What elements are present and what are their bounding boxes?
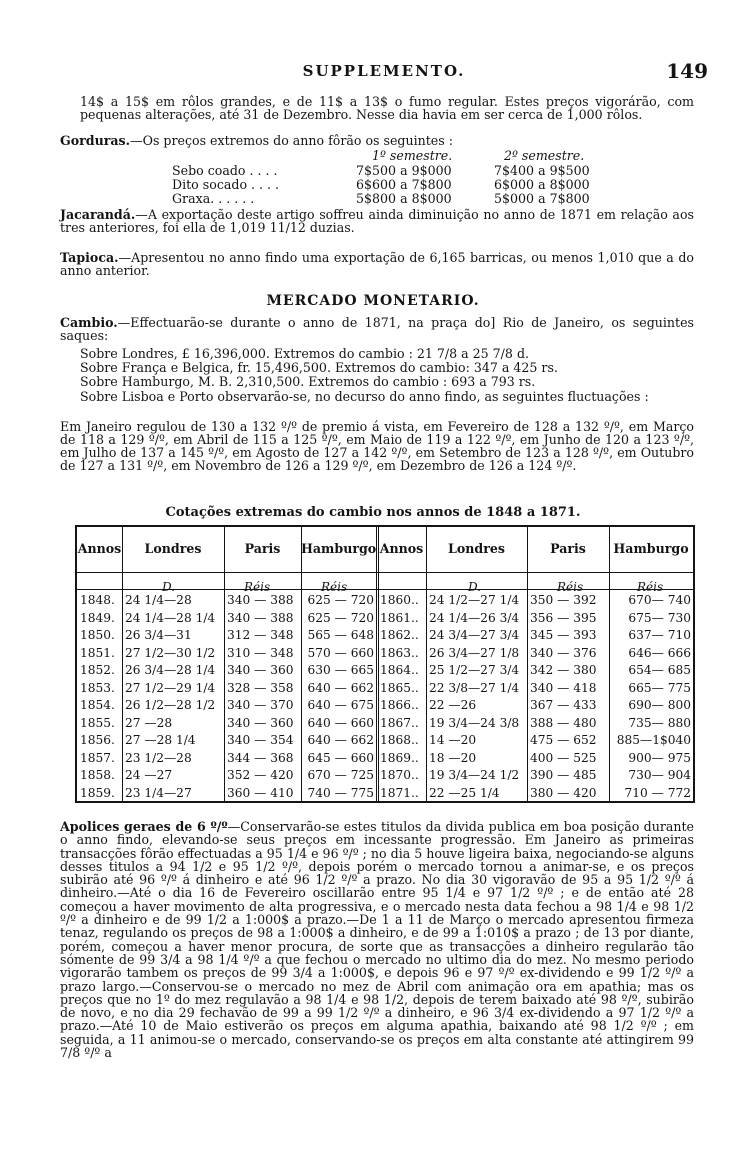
column-header: Londres [144,541,202,556]
cambio-line: Sobre Hamburgo, M. B. 2,310,500. Extremos do cambio : 693 a 793 rs. [80,374,536,389]
gorduras-s2: 5$000 a 7$800 [494,191,590,206]
tapioca-text: —Apresentou no anno findo uma exportação de 6,165 barricas, ou menos 1,010 que a do anno anterior. [60,250,694,278]
table-cell: 1860.. [380,593,419,607]
table-cell: 23 1/2—28 [125,750,192,765]
table-cell: 342 — 380 [530,663,597,677]
column-header: Paris [244,541,281,556]
table-cell: 1870.. [380,768,419,782]
cambio-table [75,525,695,803]
tapioca-label: Tapioca. [60,250,119,265]
table-cell: 25 1/2—27 3/4 [429,663,520,677]
table-cell: 1848. [80,593,115,607]
table-cell: 18 —20 [429,750,477,765]
paragraph-tapioca [60,251,694,277]
table-cell: 340 — 376 [530,645,597,660]
table-cell: 340 — 418 [530,680,597,695]
table-cell: 1863.. [380,645,419,660]
column-subheader: Réis [557,580,584,594]
column-rule [301,527,302,801]
paragraph-apolices [60,820,694,1059]
table-cell: 1857. [80,750,115,765]
table-cell: 26 1/2—28 1/2 [125,698,216,712]
table-cell: 27 1/2—30 1/2 [125,645,216,660]
table-cell: 19 3/4—24 3/8 [429,715,520,730]
table-cell: 1856. [80,733,115,747]
table-cell: 24 1/4—28 [125,593,192,607]
table-cell: 1854. [80,698,115,712]
column-subheader: Réis [244,580,271,594]
table-cell: 340 — 360 [227,663,294,677]
table-cell: 390 — 485 [530,768,597,782]
gorduras-item: Graxa. . . . . . [172,191,255,206]
table-cell: 22 —25 1/4 [429,785,500,800]
table-cell: 367 — 433 [530,698,597,712]
gorduras-s1: 7$500 a 9$000 [356,163,452,178]
column-subheader: Réis [637,580,664,594]
table-cell: 630 — 665 [307,663,374,677]
table-cell: 345 — 393 [530,628,597,642]
table-cell: 24 3/4—27 3/4 [429,628,520,642]
table-cell: 26 3/4—31 [125,628,192,642]
gorduras-text: —Os preços extremos do anno fôrão os seguintes : [130,133,453,148]
table-cell: 710 — 772 [624,785,691,800]
table-cell: 654— 685 [628,663,691,677]
paragraph-fumo: 14$ a 15$ em rôlos grandes, e de 11$ a 13$ o fumo regular. Estes preços vigorárão, com pequenas alterações, até 31 de Dezembro. Nesse dia havia em ser cerca de 1,000 rôlos. [80,94,694,122]
table-cell: 1859. [80,785,115,800]
gorduras-s1: 5$800 a 8$000 [356,191,452,206]
jacaranda-label: Jacarandá. [60,207,136,222]
table-cell: 665— 775 [628,680,691,695]
table-cell: 24 1/4—28 1/4 [125,610,216,625]
table-cell: 340 — 388 [227,593,294,607]
column-rule [609,527,610,801]
table-cell: 885—1$040 [616,733,691,747]
table-cell: 360 — 410 [227,785,294,800]
gorduras-sem1: 1º semestre. [372,148,453,163]
table-cell: 380 — 420 [530,785,597,800]
table-cell: 645 — 660 [307,750,374,765]
table-cell: 690— 800 [628,698,691,712]
table-cell: 625 — 720 [307,610,374,625]
table-cell: 356 — 395 [530,610,597,625]
table-cell: 344 — 368 [227,750,294,765]
table-cell: 1865.. [380,680,419,695]
table-cell: 640 — 660 [307,715,374,730]
column-rule [376,527,379,801]
cambio-text: —Effectuarão-se durante o anno de 1871, na praça do] Rio de Janeiro, os seguintes saques: [60,315,694,343]
page-header [60,59,708,86]
cambio-line: Sobre Londres, £ 16,396,000. Extremos do cambio : 21 7/8 a 25 7/8 d. [80,346,530,361]
table-cell: 640 — 662 [307,680,374,695]
paragraph-cambio [60,316,694,342]
cambio-label: Cambio. [60,315,118,330]
table-cell: 328 — 358 [227,680,294,695]
table-cell: 637— 710 [628,628,691,642]
table-cell: 340 — 354 [227,733,294,747]
table-cell: 24 —27 [125,768,173,782]
apolices-label: Apolices geraes de 6 º/º [60,819,228,834]
table-cell: 1850. [80,628,115,642]
cambio-line: Sobre França e Belgica, fr. 15,496,500. Extremos do cambio: 347 a 425 rs. [80,360,558,375]
jacaranda-text: —A exportação deste artigo soffreu ainda diminuição no anno de 1871 em relação aos tres anteriores, foi ella de 1,019 11/12 duzias. [60,207,694,235]
column-header: Annos [379,541,424,556]
table-cell: 1869.. [380,750,419,765]
table-cell: 26 3/4—27 1/8 [429,645,520,660]
table-cell: 1861.. [380,610,419,625]
table-cell: 27 —28 [125,715,173,730]
table-cell: 350 — 392 [530,593,597,607]
gorduras-item: Dito socado . . . . [172,177,280,192]
gorduras-sem2: 2º semestre. [504,148,585,163]
gorduras-s2: 6$000 a 8$000 [494,177,590,192]
table-cell: 27 1/2—29 1/4 [125,680,216,695]
table-cell: 570 — 660 [307,645,374,660]
column-rule [224,527,225,801]
table-cell: 352 — 420 [227,768,294,782]
table-cell: 340 — 388 [227,610,294,625]
table-cell: 730— 904 [628,768,691,782]
table-cell: 1862.. [380,628,419,642]
table-cell: 312 — 348 [227,628,294,642]
table-title: Cotações extremas do cambio nos annos de 1848 a 1871. [165,505,581,520]
table-cell: 670— 740 [628,593,691,607]
table-cell: 646— 666 [628,645,691,660]
table-cell: 740 — 775 [307,785,374,800]
table-cell: 27 —28 1/4 [125,733,196,747]
table-cell: 22 3/8—27 1/4 [429,680,520,695]
table-cell: 625 — 720 [307,593,374,607]
table-cell: 14 —20 [429,733,477,747]
paragraph-fluctuacoes: Em Janeiro regulou de 130 a 132 º/º de premio á vista, em Fevereiro de 128 a 132 º/º, em Março de 118 a 129 º/º, em Abril de 115 a 125 º/º, em Maio de 119 a 122 º/º, em Junho de 120 a 123 º/º, em Julho de 137 a 145 º/º, em Agosto de 127 a 142 º/º, em Setembro de 123 a 128 º/º, em Outubro de 127 a 131 º/º, em Novembro de 126 a 129 º/º, em Dezembro de 126 a 124 º/º. [60,419,694,473]
header-rule [77,572,693,573]
column-rule [122,527,123,801]
gorduras-s2: 7$400 a 9$500 [494,163,590,178]
table-cell: 24 1/2—27 1/4 [429,593,520,607]
table-cell: 475 — 652 [530,733,597,747]
column-header: Hamburgo [301,541,377,556]
table-cell: 1851. [80,645,115,660]
column-subheader: Réis [321,580,348,594]
page-number: 149 [666,59,708,83]
running-title: SUPPLEMENTO. [302,62,466,80]
table-cell: 1858. [80,768,115,782]
column-subheader: D. [162,580,176,594]
table-cell: 735— 880 [628,715,691,730]
table-cell: 24 1/4—26 3/4 [429,610,520,625]
table-cell: 340 — 360 [227,715,294,730]
table-cell: 1866.. [380,698,419,712]
table-cell: 19 3/4—24 1/2 [429,768,520,782]
table-cell: 640 — 662 [307,733,374,747]
table-cell: 670 — 725 [307,768,374,782]
table-cell: 565 — 648 [307,628,374,642]
table-cell: 1855. [80,715,115,730]
table-cell: 23 1/4—27 [125,785,192,800]
column-subheader: D. [468,580,482,594]
column-rule [426,527,427,801]
gorduras-label: Gorduras. [60,133,131,148]
table-cell: 1868.. [380,733,419,747]
table-cell: 388 — 480 [530,715,597,730]
column-header: Londres [448,541,505,556]
table-cell: 400 — 525 [530,750,597,765]
table-cell: 1867.. [380,715,419,730]
table-cell: 22 —26 [429,698,477,712]
gorduras-s1: 6$600 a 7$800 [356,177,452,192]
paragraph-jacaranda [60,208,694,234]
table-cell: 310 — 348 [227,645,294,660]
table-cell: 640 — 675 [307,698,374,712]
table-cell: 675— 730 [628,610,691,625]
column-header: Hamburgo [613,541,689,556]
section-title: MERCADO MONETARIO. [266,293,480,309]
column-rule [527,527,528,801]
table-cell: 1871.. [380,785,419,800]
table-cell: 1864.. [380,663,419,677]
column-header: Annos [77,541,122,556]
table-cell: 1852. [80,663,115,677]
gorduras-item: Sebo coado . . . . [172,163,278,178]
table-cell: 1853. [80,680,115,695]
paragraph-lisboa: Sobre Lisboa e Porto observarão-se, no decurso do anno findo, as seguintes fluctuações : [80,389,649,404]
apolices-text: —Conservarão-se estes titulos da divida publica em boa posição durante o anno findo, elevando-se seus preços em incessante progressão. Em Janeiro as primeiras transacções fôrão effectuadas a 95 1/4 e 96 º/º ; no dia 5 houve ligeira baixa, negociando-se alguns desses titulos a 94 1/2 e 95 1/2 º/º, depois porém o mercado tornou a animar-se, e os preços subirão até 96 º/º á dinheiro e até 96 1/2 º/º a prazo. No dia 30 vigoravão de 95 a 95 1/2 º/º á dinheiro.—Até o dia 16 de Fevereiro oscillarão entre 95 1/4 e 97 1/2 º/º ; e de então até 28 começou a haver movimento de alta progressiva, e o mercado nesta data fechou a 98 1/4 e 98 1/2 º/º a dinheiro e de 99 1/2 a 1:000$ a prazo.—De 1 a 11 de Março o mercado apresentou firmeza tenaz, regulando os preços de 98 a 1:000$ a dinheiro, e de 99 a 1:010$ a prazo ; de 13 por diante, porém, começou a haver menor procura, de sorte que as transacções a dinheiro regularão tão sómente de 99 3/4 a 98 1/4 º/º a que fechou o mercado no ultimo dia do mez. No mesmo periodo vigorarão tambem os preços de 99 3/4 a 1:000$, e depois 96 e 97 º/º ex-dividendo e 99 1/2 º/º a prazo largo.—Conservou-se o mercado no mez de Abril com animação ora em apathia; mas os preços que no 1º do mez regulavão a 98 1/4 e 98 1/2, depois de terem baixado até 98 º/º, subirão de novo, e no dia 29 fechavão de 99 a 99 1/2 º/º a dinheiro, e 96 3/4 ex-dividendo a 97 1/2 º/º a prazo.—Até 10 de Maio estiverão os preços em alguma apathia, baixando até 98 1/2 º/º ; em seguida, a 11 animou-se o mercado, conservando-se os preços em alta constante até attingirem 99 7/8 º/º a [60,819,694,1061]
table-cell: 1849. [80,610,115,625]
table-cell: 900— 975 [628,750,691,765]
paragraph-gorduras [60,134,694,147]
column-header: Paris [550,541,586,556]
table-cell: 340 — 370 [227,698,294,712]
table-cell: 26 3/4—28 1/4 [125,663,216,677]
